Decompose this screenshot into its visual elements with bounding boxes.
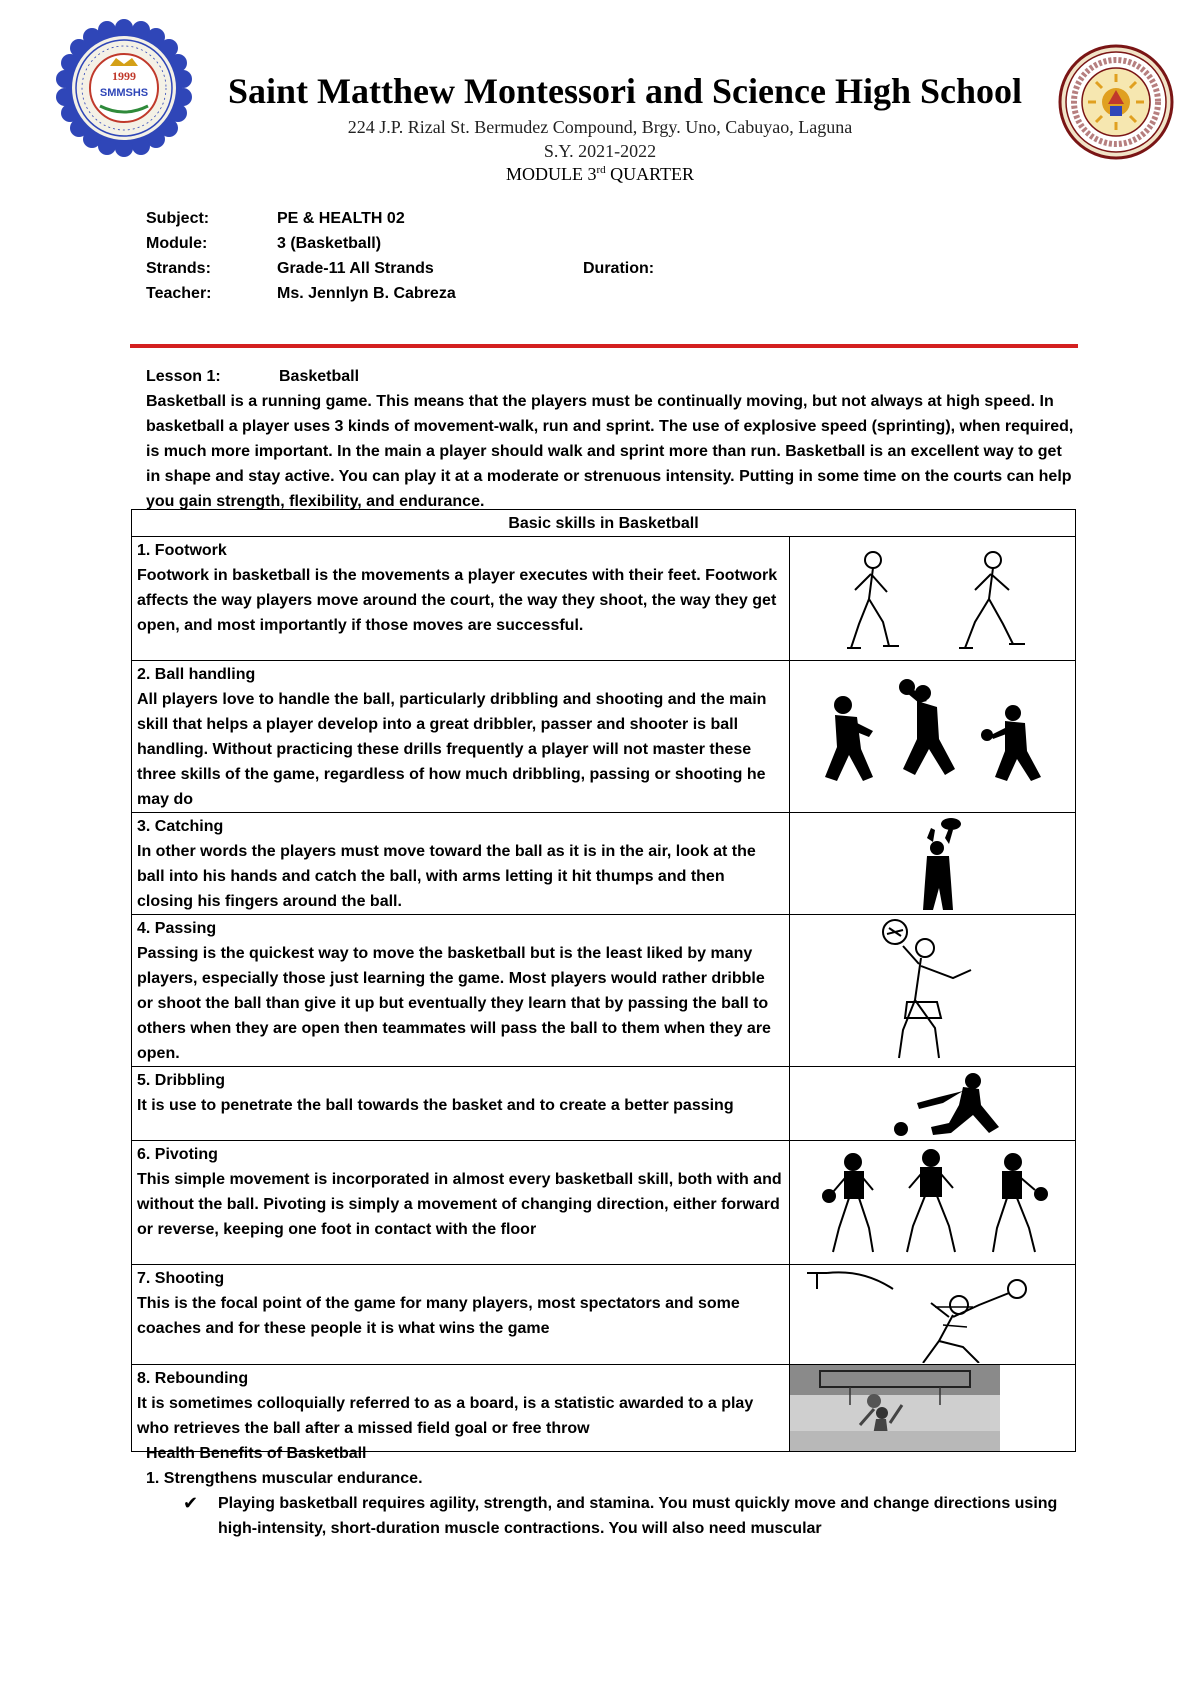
module-label: Module: bbox=[146, 235, 208, 252]
rebounding-photo bbox=[790, 1365, 1076, 1452]
skill-text: All players love to handle the ball, particularly dribbling and shooting and the main skill that helps a player develop into a great dribbler, passer and shooter is ball handling. Without practicing these drills frequently a player will not master these three skills of the game, regardless of how much dribbling, passing or shooting he may do bbox=[137, 691, 767, 808]
skill-cell bbox=[132, 915, 790, 1067]
skill-text: This is the focal point of the game for many players, most spectators and some coaches and for these people it is what wins the game bbox=[137, 1295, 740, 1337]
lesson-title: Basketball bbox=[279, 368, 360, 385]
lesson-section bbox=[146, 364, 1076, 514]
module-prefix: MODULE 3 bbox=[505, 164, 597, 184]
lesson-label: Lesson 1: bbox=[146, 368, 221, 385]
subject-value: PE & HEALTH 02 bbox=[277, 210, 405, 227]
table-row bbox=[132, 813, 1076, 915]
table-row bbox=[132, 915, 1076, 1067]
table-row bbox=[132, 661, 1076, 813]
skill-cell bbox=[132, 1141, 790, 1265]
basic-skills-table bbox=[131, 509, 1076, 1452]
skill-cell bbox=[132, 537, 790, 661]
skill-text: It is sometimes colloquially referred to as a board, is a statistic awarded to a play who retrieves the ball after a missed field goal or free throw bbox=[137, 1395, 754, 1437]
section-divider bbox=[130, 344, 1078, 348]
teacher-value: Ms. Jennlyn B. Cabreza bbox=[277, 285, 456, 302]
skill-title: 1. Footwork bbox=[137, 542, 227, 559]
school-address: 224 J.P. Rizal St. Bermudez Compound, Brgy. Uno, Cabuyao, Laguna bbox=[347, 117, 853, 137]
lesson-paragraph: Basketball is a running game. This means that the players must be continually moving, but not always at high speed. In basketball a player uses 3 kinds of movement-walk, run and sprint. The use of explosive speed (sprinting), when required, is much more important. In the main a player should walk and sprint more than run. Basketball is an excellent way to get in shape and stay active. You can play it at a moderate or strenuous intensity. Putting in some time on the courts can help you gain strength, flexibility, and endurance. bbox=[146, 393, 1074, 510]
module-value: 3 (Basketball) bbox=[277, 235, 382, 252]
module-ordinal: rd bbox=[596, 164, 606, 176]
table-row bbox=[132, 1067, 1076, 1141]
skill-title: 4. Passing bbox=[137, 920, 217, 937]
skill-text: It is use to penetrate the ball towards the basket and to create a better passing bbox=[137, 1097, 734, 1114]
skill-cell bbox=[132, 1365, 790, 1452]
skill-text: In other words the players must move toward the ball as it is in the air, look at the ball into his hands and catch the ball, with arms letting it hit thumps and then closing his fingers around the ball. bbox=[137, 843, 756, 910]
school-year: S.Y. 2021-2022 bbox=[543, 141, 657, 161]
skill-text: Footwork in basketball is the movements a player executes with their feet. Footwork affects the way players move around the court, the way they shoot, the way they get open, and most importantly if those moves are successful. bbox=[137, 567, 778, 634]
ball-handling-illustration bbox=[790, 661, 1076, 813]
logo-initials: SMMSHS bbox=[99, 87, 149, 99]
benefit-title: 1. Strengthens muscular endurance. bbox=[146, 1470, 423, 1487]
skill-title: 3. Catching bbox=[137, 818, 224, 835]
table-heading: Basic skills in Basketball bbox=[132, 510, 1076, 537]
skill-title: 6. Pivoting bbox=[137, 1146, 218, 1163]
skill-title: 5. Dribbling bbox=[137, 1072, 225, 1089]
strands-label: Strands: bbox=[146, 260, 211, 277]
shooting-illustration bbox=[790, 1265, 1076, 1365]
school-name: Saint Matthew Montessori and Science High School bbox=[227, 71, 1022, 111]
skill-text: Passing is the quickest way to move the basketball but is the least liked by many players, especially those just learning the game. Most players would rather dribble or shoot the ball than give it up but eventually they learn that by passing the ball to others when they are open then teammates will pass the ball to them when they are open. bbox=[137, 945, 771, 1062]
skill-cell bbox=[132, 1265, 790, 1365]
subject-label: Subject: bbox=[146, 210, 210, 227]
skill-title: 8. Rebounding bbox=[137, 1370, 249, 1387]
table-row bbox=[132, 1141, 1076, 1265]
skill-cell bbox=[132, 1067, 790, 1141]
health-benefits-section bbox=[146, 1441, 1076, 1541]
skill-cell bbox=[132, 813, 790, 915]
skill-title: 7. Shooting bbox=[137, 1270, 225, 1287]
module-title bbox=[0, 164, 1200, 185]
skill-cell bbox=[132, 661, 790, 813]
catching-illustration bbox=[790, 813, 1076, 915]
dribbling-illustration bbox=[790, 1067, 1076, 1141]
benefit-text: Playing basketball requires agility, strength, and stamina. You must quickly move and change directions using high-intensity, short-duration muscle contractions. You will also need muscular bbox=[218, 1495, 1058, 1537]
logo-year: 1999 bbox=[112, 69, 136, 83]
strands-value: Grade-11 All Strands bbox=[277, 260, 434, 277]
check-icon: ✔ bbox=[183, 1493, 199, 1513]
table-row bbox=[132, 1265, 1076, 1365]
table-row bbox=[132, 1365, 1076, 1452]
skill-title: 2. Ball handling bbox=[137, 666, 256, 683]
module-suffix: QUARTER bbox=[605, 164, 695, 184]
duration-label: Duration: bbox=[583, 260, 655, 277]
health-heading: Health Benefits of Basketball bbox=[146, 1445, 367, 1462]
skill-text: This simple movement is incorporated in almost every basketball skill, both with and without the ball. Pivoting is simply a movement of changing direction, either forward or reverse, keeping one foot in contact with the floor bbox=[137, 1171, 782, 1238]
pivoting-illustration bbox=[790, 1141, 1076, 1265]
passing-illustration bbox=[790, 915, 1076, 1067]
footwork-illustration bbox=[790, 537, 1076, 661]
benefit-bullet bbox=[146, 1491, 1076, 1541]
table-row bbox=[132, 537, 1076, 661]
teacher-label: Teacher: bbox=[146, 285, 212, 302]
